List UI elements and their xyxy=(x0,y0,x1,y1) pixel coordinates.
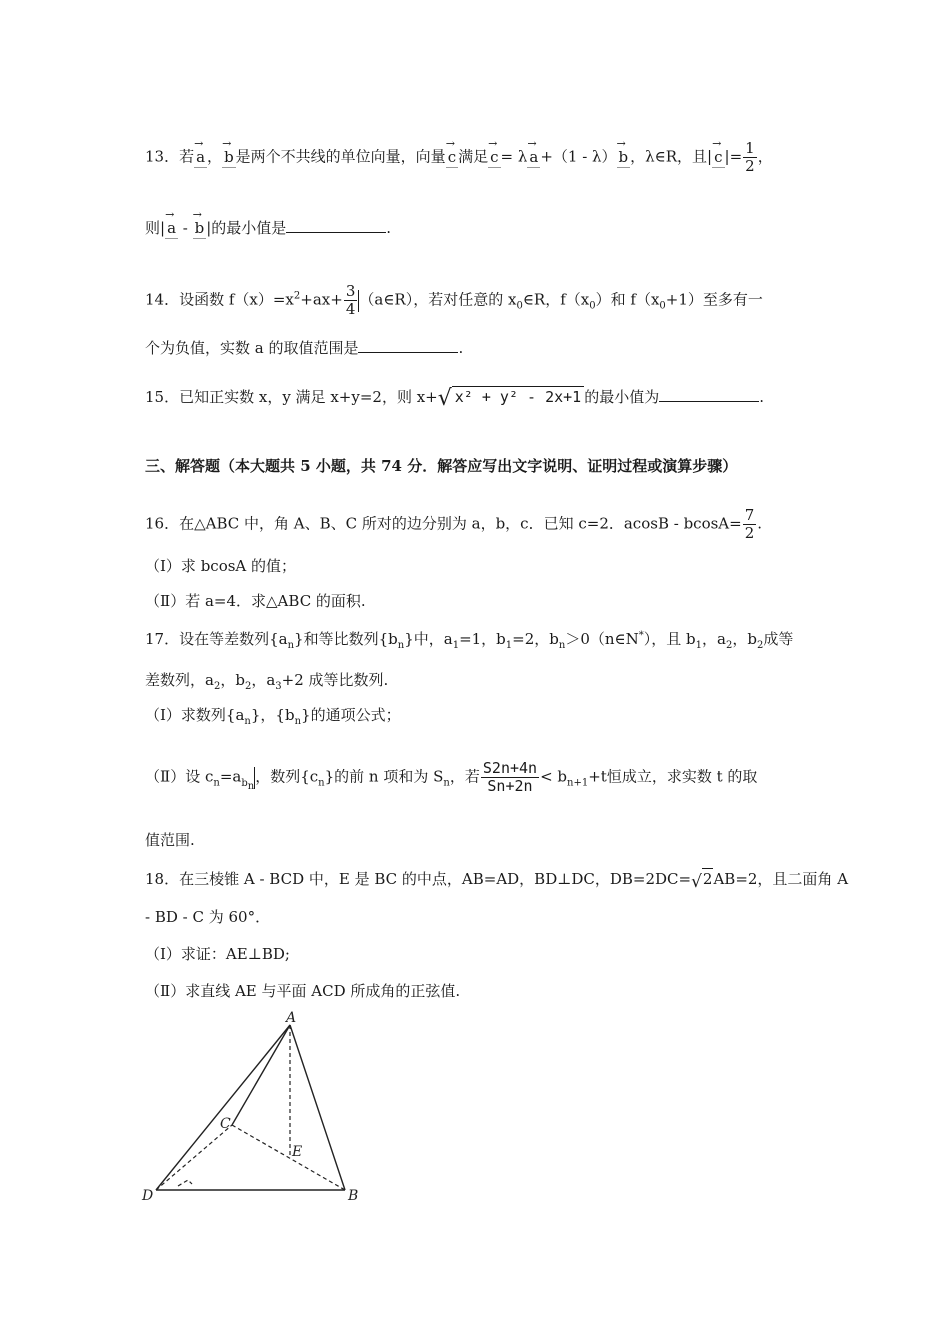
q13-frac-num: 1 xyxy=(745,139,755,157)
label-B: B xyxy=(348,1188,359,1204)
q17-sub-12: n xyxy=(244,716,251,727)
q17-p2a: （Ⅱ）设 c xyxy=(145,767,214,786)
answer-blank-13[interactable] xyxy=(286,218,386,233)
q17-p2d: }的前 n 项和为 S xyxy=(324,767,444,786)
q17-p1b: }，{b xyxy=(250,706,295,724)
q18-part1: （Ⅰ）求证：AE⊥BD; xyxy=(145,945,290,963)
q17-sub-4: 1 xyxy=(505,640,513,651)
q16-b: . xyxy=(757,514,763,533)
q16-line xyxy=(145,507,762,542)
q14-sup: 2 xyxy=(293,290,301,302)
edge-AC xyxy=(232,1025,290,1125)
q16-frac-num: 7 xyxy=(744,506,755,524)
q14-a: 14．设函数 f（x）=x xyxy=(145,290,294,309)
q17-ineq-sub: n+1 xyxy=(567,777,589,789)
q14-b: +ax+ xyxy=(300,290,343,309)
q13-line2-a: 则| xyxy=(145,219,166,237)
q14-period: . xyxy=(458,339,464,357)
q17-1a: 17．设在等差数列{a xyxy=(145,630,288,648)
label-D: D xyxy=(142,1188,154,1204)
q17-part2 xyxy=(145,760,757,797)
q17-p2-a: a xyxy=(232,767,242,786)
q14-line2-a: 个为负值，实数 a 的取值范围是 xyxy=(145,339,359,357)
q17-sub-9: 2 xyxy=(213,681,221,692)
q14-sub-b: 0 xyxy=(589,300,596,312)
q17-p2c: ，数列{c xyxy=(255,767,319,786)
q17-p2-bsub: b xyxy=(241,777,248,789)
q14-line2 xyxy=(145,338,463,358)
q17-sub-7: 2 xyxy=(725,640,733,651)
vector-c-3: → c xyxy=(712,147,724,168)
q15-period: . xyxy=(759,388,765,406)
q17-1h: ，a xyxy=(702,630,726,648)
q17-fraction xyxy=(481,760,539,795)
q17-2c: ，a xyxy=(251,671,276,689)
q14-e: ）和 f（x xyxy=(595,290,660,309)
radical-sign: √ xyxy=(437,386,452,411)
q17-star: * xyxy=(638,630,644,641)
q14-f: +1）至多有一 xyxy=(665,290,763,309)
q14-d: ∈R，f（x xyxy=(522,290,590,309)
q13-text-e: +（1 - λ） xyxy=(540,147,617,166)
q13-line1 xyxy=(145,140,773,175)
q17-p2b: = xyxy=(219,767,233,786)
label-A: A xyxy=(286,1010,297,1026)
q17-p1c: }的通项公式； xyxy=(301,706,401,724)
q17-line1 xyxy=(145,626,793,656)
q17-2a: 差数列，a xyxy=(145,671,214,689)
q17-1e: =2，b xyxy=(512,630,559,648)
section-heading: 三、解答题（本大题共 5 小题，共 74 分．解答应写出文字说明、证明过程或演算步骤） xyxy=(145,457,738,475)
q17-ineq-t: +t xyxy=(588,767,607,786)
q17-sub-13: n xyxy=(294,716,302,727)
q15-line xyxy=(145,386,764,409)
q14-c: （a∈R），若对任意的 x xyxy=(359,290,517,309)
q13-sep: ， xyxy=(207,147,223,166)
q13-text-f: ，λ∈R，且| xyxy=(630,147,713,166)
q13-period: . xyxy=(386,219,392,237)
q13-line2 xyxy=(145,218,391,239)
q17-sub-3: 1 xyxy=(452,640,460,651)
q17-p2f: 恒成立，求实数 t 的取 xyxy=(606,767,758,786)
q16-part2: （Ⅱ）若 a=4．求△ABC 的面积. xyxy=(145,592,366,610)
q16-frac-den: 2 xyxy=(744,524,755,542)
q18-line1 xyxy=(145,868,848,892)
q14-sub-a: 0 xyxy=(516,300,523,312)
q17-frac-den: Sn+2n xyxy=(481,777,539,795)
q17-ineq: < b xyxy=(540,767,568,786)
q13-text-d: = λ xyxy=(500,147,528,166)
q15-a: 15．已知正实数 x，y 满足 x+y=2，则 x+ xyxy=(145,388,438,406)
answer-blank-15[interactable] xyxy=(659,387,759,402)
q17-sub-5: n xyxy=(558,640,566,651)
edge-DC xyxy=(156,1125,232,1190)
q16-a: 16．在△ABC 中，角 A、B、C 所对的边分别为 a，b，c．已知 c=2．acosB - bcosA= xyxy=(145,514,742,533)
q17-1i: ，b xyxy=(732,630,757,648)
vector-a-2: → a xyxy=(527,147,540,168)
q17-p2-bsubn: n xyxy=(247,780,255,792)
q17-sub-10: 2 xyxy=(244,681,252,692)
q13-minus: - xyxy=(178,219,193,237)
q15-b: 的最小值为 xyxy=(584,388,660,406)
q17-sub-1: n xyxy=(287,640,295,651)
q14-sub-c: 0 xyxy=(659,300,666,312)
q17-sub-16: n xyxy=(443,777,450,789)
q13-text-a: 13．若 xyxy=(145,147,195,166)
edge-AD xyxy=(156,1025,290,1190)
label-C: C xyxy=(220,1116,231,1132)
q17-1j: 成等 xyxy=(763,630,794,648)
q14-fraction xyxy=(344,283,358,318)
right-angle-mark xyxy=(178,1180,192,1186)
q17-sub-14: n xyxy=(213,777,220,789)
label-E: E xyxy=(292,1144,303,1160)
q17-sub-11: 3 xyxy=(275,681,282,692)
q17-p2e: ，若 xyxy=(449,767,480,786)
q17-sub-15: n xyxy=(318,777,325,789)
vector-c-2: → c xyxy=(488,147,500,168)
q17-part2-cont: 值范围. xyxy=(145,831,195,849)
vector-b-2: → b xyxy=(617,147,631,168)
edge-AB xyxy=(290,1025,345,1190)
q14-frac-num: 3 xyxy=(345,282,356,300)
q13-text-h: ， xyxy=(757,147,773,166)
q17-2b: ，b xyxy=(220,671,245,689)
q13-frac-den: 2 xyxy=(745,157,755,175)
q16-part1: （I）求 bcosA 的值； xyxy=(145,557,297,575)
edge-CB xyxy=(232,1125,345,1190)
vector-a-3: → a xyxy=(165,218,178,239)
q17-line2 xyxy=(145,670,388,697)
q13-line2-b: |的最小值是 xyxy=(206,219,287,237)
q13-text-g: |= xyxy=(724,147,743,166)
q17-sub-6: 1 xyxy=(695,640,703,651)
q15-radicand: x² + y² - 2x+1 xyxy=(452,386,584,407)
q18-sqrt2: 2 xyxy=(702,870,713,888)
q17-1g: ），且 b xyxy=(643,630,696,648)
answer-blank-14[interactable] xyxy=(358,338,458,353)
q18-part2: （Ⅱ）求直线 AE 与平面 ACD 所成角的正弦值. xyxy=(145,982,461,1000)
q17-part1 xyxy=(145,705,401,732)
sqrt-sign: √ xyxy=(691,872,702,892)
tetrahedron-figure xyxy=(140,1010,380,1210)
vector-b: → b xyxy=(222,147,236,168)
vector-a: → a xyxy=(194,147,207,168)
q13-text-c: 满足 xyxy=(458,147,489,166)
q17-frac-num: S2n+4n xyxy=(482,759,538,777)
q17-1c: }中，a xyxy=(404,630,453,648)
q18-1a: 18．在三棱锥 A - BCD 中，E 是 BC 的中点，AB=AD，BD⊥DC，DB=2DC= xyxy=(145,870,692,888)
q17-1f: ＞0（n∈N xyxy=(565,630,639,648)
q17-1d: =1，b xyxy=(459,630,506,648)
q17-1b: }和等比数列{b xyxy=(294,630,398,648)
q18-line2: - BD - C 为 60°． xyxy=(145,908,271,926)
q17-p1a: （Ⅰ）求数列{a xyxy=(145,706,245,724)
q17-2d: +2 成等比数列. xyxy=(281,671,389,689)
q13-fraction xyxy=(743,140,757,175)
q18-1b: AB=2，且二面角 A xyxy=(713,870,849,888)
vector-c: → c xyxy=(446,147,458,168)
q13-text-b: 是两个不共线的单位向量，向量 xyxy=(235,147,446,166)
q14-frac-den: 4 xyxy=(345,300,356,318)
q14-line1 xyxy=(145,283,763,318)
q17-sub-8: 2 xyxy=(756,640,764,651)
q16-fraction xyxy=(743,507,757,542)
q17-sub-2: n xyxy=(397,640,405,651)
vector-b-3: → b xyxy=(193,218,207,239)
